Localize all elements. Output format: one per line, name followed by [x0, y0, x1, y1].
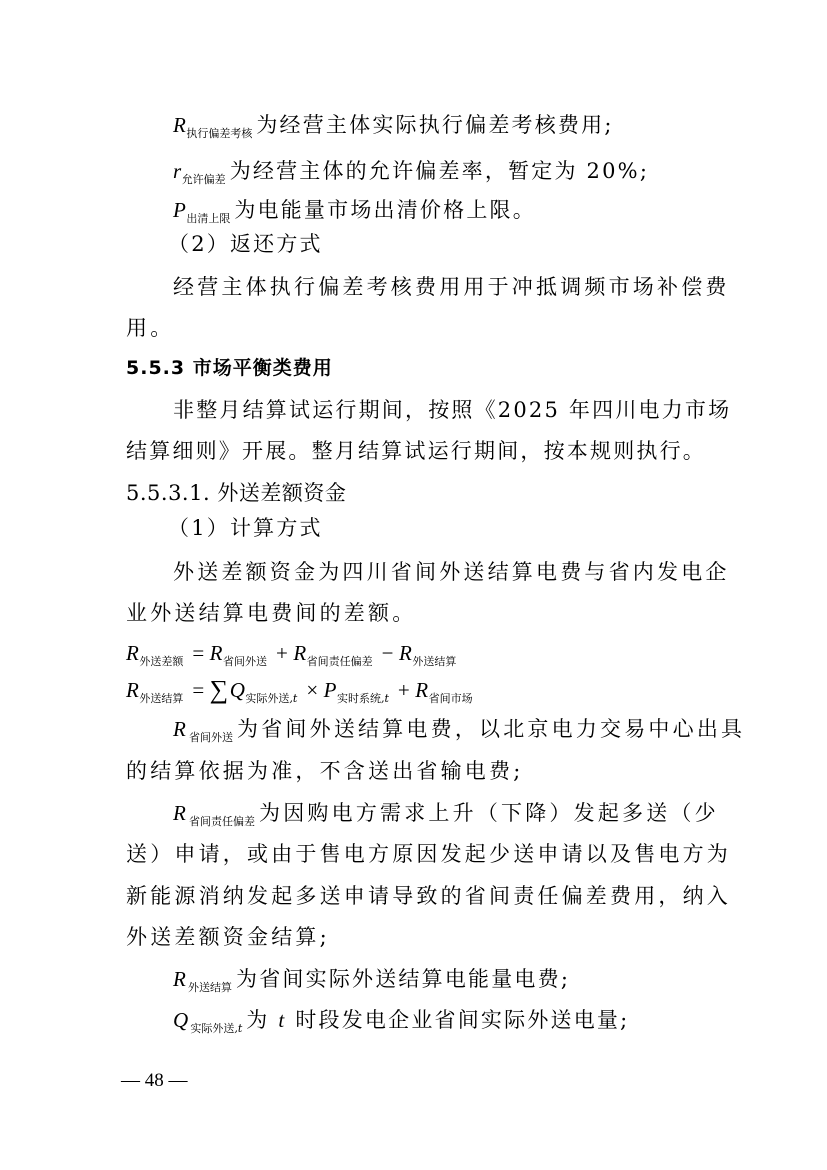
symbol-P: P: [173, 198, 187, 222]
section-heading: 5.5.3 市场平衡类费用: [126, 357, 333, 379]
equals-sign: =: [192, 678, 205, 702]
definition-text: 为经营主体实际执行偏差考核费用;: [256, 113, 614, 137]
symbol-R: R: [415, 678, 429, 702]
times-sign: ×: [306, 678, 319, 702]
paragraph-line: 用。: [126, 316, 175, 340]
subscript: 外送结算: [412, 655, 457, 668]
definition-text: 为省间实际外送结算电能量电费;: [236, 967, 571, 991]
definition-resp-dev-fee: [173, 798, 719, 832]
subsection-heading: 5.5.3.1. 外送差额资金: [126, 481, 347, 505]
subsection-calc-method: （1）计算方式: [168, 516, 323, 540]
definition-text: 为: [246, 1008, 270, 1032]
symbol-r: r: [173, 159, 182, 183]
subscript: 省间外送: [223, 655, 267, 668]
subscript-index: ,t: [289, 692, 298, 705]
subscript: 出清上限: [186, 212, 231, 225]
definition-text: 时段发电企业省间实际外送电量;: [295, 1008, 630, 1032]
subscript: 外送差额: [139, 655, 184, 668]
paragraph-line: 经营主体执行偏差考核费用用于冲抵调频市场补偿费: [173, 275, 730, 299]
symbol-Q: Q: [229, 678, 246, 702]
formula-send-diff: [126, 638, 460, 672]
paragraph-line: 结算细则》开展。整月结算试运行期间，按本规则执行。: [126, 439, 706, 463]
subscript: 外送结算: [139, 692, 184, 705]
symbol-t: t: [278, 1008, 287, 1032]
symbol-R: R: [173, 801, 190, 825]
minus-sign: −: [381, 641, 395, 665]
definition-allow-dev-rate: [173, 156, 649, 190]
subscript: [245, 692, 297, 705]
symbol-R: R: [126, 678, 140, 702]
definition-inter-send-fee: [173, 714, 745, 748]
definition-text: 为因购电方需求上升（下降）发起多送（少: [259, 801, 719, 825]
page-number: — 48 —: [121, 1070, 188, 1091]
subscript: 省间责任偏差: [189, 815, 256, 828]
paragraph-line: 外送差额资金为四川省间外送结算电费与省内发电企: [173, 560, 730, 584]
subscript: 省间市场: [428, 692, 473, 705]
definition-actual-send-qty: [173, 1005, 629, 1039]
paragraph-line: 外送差额资金结算;: [126, 925, 330, 949]
paragraph-line: 业外送结算电费间的差额。: [126, 601, 417, 625]
subscript-index: ,t: [380, 692, 389, 705]
subscript: 外送结算: [188, 981, 233, 994]
definition-send-settle-fee: [173, 964, 570, 998]
definition-clear-price-cap: [173, 195, 536, 229]
definition-text: 为经营主体的允许偏差率，暂定为 20%;: [229, 159, 650, 183]
plus-sign: +: [397, 678, 411, 702]
paragraph-line: 非整月结算试运行期间，按照《2025 年四川电力市场: [173, 398, 732, 422]
symbol-Q: Q: [173, 1008, 191, 1032]
symbol-P: P: [323, 678, 337, 702]
symbol-R: R: [173, 967, 189, 991]
paragraph-line: 送）申请，或由于售电方原因发起少送申请以及售电方为: [126, 842, 731, 866]
sum-sign: ∑: [209, 675, 229, 704]
symbol-R: R: [173, 113, 187, 137]
subscript: 省间外送: [189, 731, 234, 744]
definition-text: 为省间外送结算电费，以北京电力交易中心出具: [237, 717, 746, 741]
subscript-text: 实时系统: [336, 692, 381, 705]
symbol-R: R: [173, 717, 190, 741]
subscript: 省间责任偏差: [306, 655, 373, 668]
subsection-return-method: （2）返还方式: [168, 232, 323, 256]
symbol-R: R: [126, 641, 140, 665]
equals-sign: =: [192, 641, 205, 665]
symbol-R: R: [209, 641, 223, 665]
symbol-R: R: [293, 641, 307, 665]
formula-send-settle: [126, 674, 477, 709]
symbol-R: R: [399, 641, 413, 665]
plus-sign: +: [276, 641, 289, 665]
definition-text: 为电能量市场出清价格上限。: [234, 198, 536, 222]
subscript-index: ,t: [234, 1022, 243, 1035]
paragraph-line: 的结算依据为准，不含送出省输电费;: [126, 759, 524, 783]
subscript: [337, 692, 389, 705]
subscript: 允许偏差: [181, 173, 226, 186]
subscript-text: 实际外送: [190, 1022, 235, 1035]
subscript: [190, 1022, 242, 1035]
paragraph-line: 新能源消纳发起多送申请导致的省间责任偏差费用，纳入: [126, 884, 731, 908]
definition-exec-dev-fee: [173, 110, 614, 144]
subscript-text: 实际外送: [245, 692, 290, 705]
subscript: 执行偏差考核: [186, 127, 253, 140]
